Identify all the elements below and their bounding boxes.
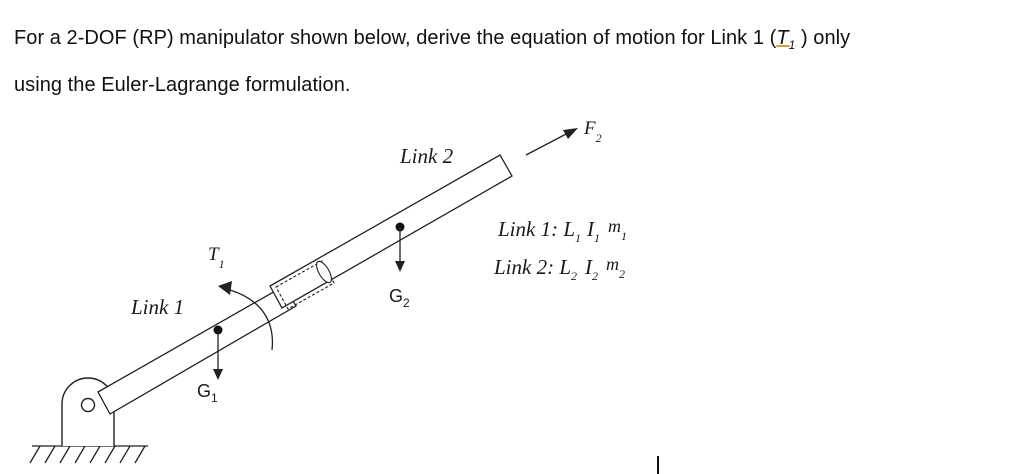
force-label: $F_2$ [584, 118, 602, 145]
g2-label: $G_2$ [389, 286, 410, 310]
g1-label: $G_1$ [197, 381, 218, 405]
question-t1-symbol: $T_1$ [776, 27, 796, 52]
g1-arrowhead [213, 369, 223, 380]
text-cursor [657, 456, 659, 474]
question-line1-end: ) only [795, 27, 851, 49]
torque-arrowhead [218, 281, 232, 295]
question-line2: using the Euler-Lagrange formulation. [14, 74, 351, 96]
link-2-label: Link 2 [400, 144, 454, 168]
torque-label: $T_1$ [208, 244, 225, 271]
g2-arrowhead [395, 261, 405, 272]
question-open-paren: ( [769, 27, 777, 49]
question-line1: For a 2-DOF (RP) manipulator shown below, derive the equation of motion for Link 1 [14, 27, 770, 49]
link-1-label: Link 1 [131, 295, 185, 319]
revolute-joint [82, 399, 95, 412]
force-arrowhead [563, 128, 578, 139]
legend-link1: Link 1: $L_1$ $I_1m_1$ [498, 216, 628, 245]
force-arrow-shaft [526, 132, 570, 155]
ground-hatch [30, 446, 148, 463]
legend-link2: Link 2: $L_2$ $I_2m_2$ [494, 254, 626, 283]
